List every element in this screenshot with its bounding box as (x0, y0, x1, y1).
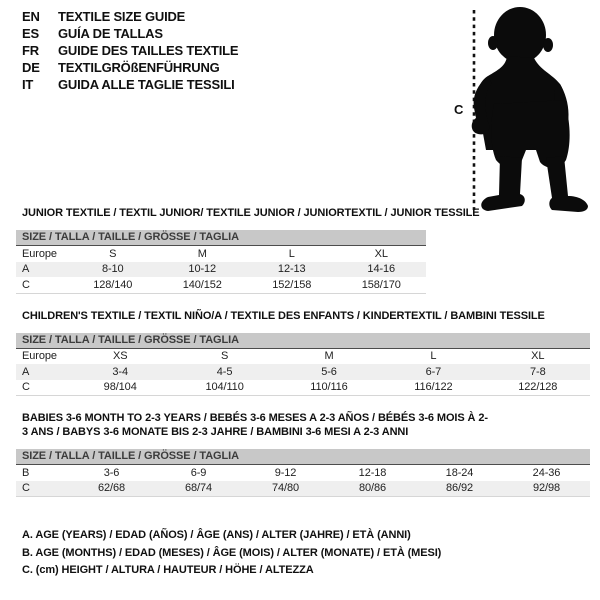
table-rows (16, 465, 590, 497)
size-table (16, 449, 590, 497)
language-code: IT (22, 77, 34, 92)
table-row (16, 349, 590, 365)
size-cell: 122/128 (518, 381, 558, 394)
size-cell: 6-7 (425, 365, 442, 378)
size-cell: 24-36 (532, 466, 561, 479)
language-label: TEXTILE SIZE GUIDE (58, 9, 186, 24)
language-row (22, 59, 238, 76)
language-label: GUIDE DES TAILLES TEXTILE (58, 43, 239, 58)
legend-note: C. (cm) HEIGHT / ALTURA / HAUTEUR / HÖHE / ALTEZZA (22, 564, 314, 576)
size-cell: 158/170 (361, 278, 401, 291)
size-cell: 14-16 (367, 263, 396, 276)
size-cell: 7-8 (529, 365, 546, 378)
size-cell: L (288, 247, 295, 260)
table-row (16, 380, 590, 397)
legend-notes (22, 527, 600, 580)
baby-silhouette (472, 7, 588, 212)
legend-note: B. AGE (MONTHS) / EDAD (MESES) / ÂGE (MOIS) / ALTER (MONATE) / ETÀ (MESI) (22, 546, 442, 559)
size-section (16, 309, 600, 397)
size-cell: 68/74 (184, 482, 213, 495)
baby-silhouette-icon (452, 4, 600, 216)
size-cell: 3-4 (112, 365, 128, 378)
row-label: A (22, 263, 30, 276)
section-title: CHILDREN'S TEXTILE / TEXTIL NIÑO/A / TEXTILE DES ENFANTS / KINDERTEXTIL / BAMBINI TESSILE (22, 309, 545, 322)
size-cell: 104/110 (205, 381, 244, 394)
language-label: GUIDA ALLE TAGLIE TESSILI (58, 77, 235, 92)
size-cell: M (197, 247, 207, 260)
size-cell: 140/152 (182, 278, 222, 291)
language-code: FR (22, 43, 39, 58)
table-row (16, 262, 426, 278)
size-cell: 98/104 (103, 381, 137, 394)
table-header-band: SIZE / TALLA / TAILLE / GRÖSSE / TAGLIA (16, 230, 426, 246)
size-cell: S (220, 350, 229, 363)
size-cell: 3-6 (103, 466, 120, 479)
table-rows (16, 246, 426, 294)
row-label: A (22, 365, 30, 378)
size-cell: 128/140 (93, 278, 133, 291)
size-cell: XL (531, 350, 545, 363)
size-cell: 80/86 (358, 482, 387, 495)
size-cell: 18-24 (445, 466, 474, 479)
table-row (16, 465, 590, 481)
size-tables (16, 206, 600, 497)
size-cell: 9-12 (274, 466, 297, 479)
row-label: C (22, 381, 30, 394)
language-list (22, 8, 238, 93)
size-section (16, 206, 600, 294)
size-cell: 74/80 (271, 482, 300, 495)
language-label: TEXTILGRÖßENFÜHRUNG (58, 60, 220, 75)
language-label: GUÍA DE TALLAS (58, 26, 163, 41)
size-cell: M (324, 350, 334, 363)
size-cell: 12-13 (277, 263, 306, 276)
size-cell: L (430, 350, 437, 363)
size-cell: 5-6 (321, 365, 337, 378)
size-cell: 8-10 (101, 263, 124, 276)
table-row (16, 277, 426, 294)
size-cell: 12-18 (358, 466, 387, 479)
size-cell: 86/92 (445, 482, 474, 495)
header (0, 0, 600, 206)
legend-note: A. AGE (YEARS) / EDAD (AÑOS) / ÂGE (ANS) / ALTER (JAHRE) / ETÀ (ANNI) (22, 529, 411, 541)
table-header-band: SIZE / TALLA / TAILLE / GRÖSSE / TAGLIA (16, 333, 590, 349)
section-title: JUNIOR TEXTILE / TEXTIL JUNIOR/ TEXTILE JUNIOR / JUNIORTEXTIL / JUNIOR TESSILE (22, 207, 480, 219)
size-cell: 92/98 (532, 482, 561, 495)
row-label: B (22, 466, 30, 479)
table-header-band: SIZE / TALLA / TAILLE / GRÖSSE / TAGLIA (16, 449, 590, 465)
row-label: C (22, 278, 30, 291)
size-table (16, 230, 426, 294)
row-label: C (22, 482, 30, 495)
size-table (16, 333, 590, 397)
table-row (16, 364, 590, 380)
height-figure (452, 4, 600, 216)
table-rows (16, 349, 590, 397)
table-row (16, 246, 426, 262)
language-row (22, 25, 238, 42)
size-cell: 110/116 (310, 381, 348, 394)
size-cell: 6-9 (190, 466, 207, 479)
size-cell: 4-5 (216, 365, 233, 378)
language-row (22, 42, 238, 59)
row-label: Europe (22, 247, 57, 260)
language-code: ES (22, 26, 39, 41)
size-cell: 116/122 (414, 381, 453, 394)
size-cell: XS (112, 350, 128, 363)
height-measure-label: C (454, 102, 464, 117)
size-section (16, 411, 600, 497)
size-cell: 10-12 (188, 263, 217, 276)
table-row (16, 481, 590, 498)
language-code: DE (22, 60, 40, 75)
size-cell: XL (374, 247, 388, 260)
size-cell: 152/158 (272, 278, 312, 291)
size-cell: 62/68 (97, 482, 126, 495)
size-cell: S (109, 247, 117, 260)
section-title: BABIES 3-6 MONTH TO 2-3 YEARS / BEBÉS 3-6 MESES A 2-3 AÑOS / BÉBÉS 3-6 MOIS À 2-3 ANS / BABYS 3-6 MONATE BIS 2-3 JAHRE / BAMBINI 3-6 MESI A 2-3 ANNI (22, 412, 488, 438)
language-row (22, 8, 238, 25)
language-code: EN (22, 9, 40, 24)
language-row (22, 76, 238, 93)
row-label: Europe (22, 350, 57, 363)
